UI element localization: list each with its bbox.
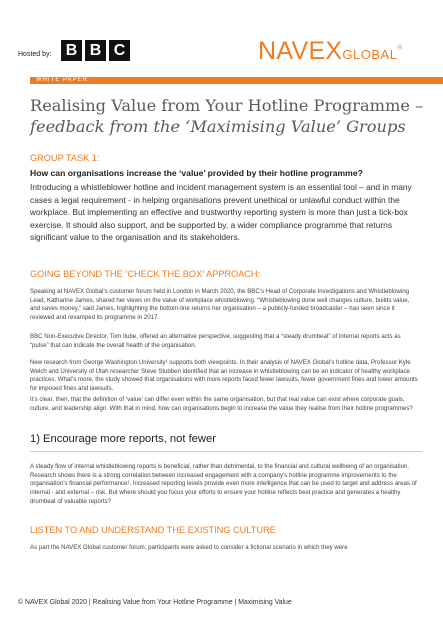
body-paragraph-3: New research from George Washington University¹ supports both viewpoints. In their analysis of NAVEX Global’s hotline data, Professor Kyle Welch and University of Utah researcher Steve Stubben identified that an increase in whistleblowing can be an indicator of healthy workplace practices. What’s more, the study showed that organisations with more reports faced fewer lawsuits, fewer government fines and lower amounts for imposed fines and lawsuits. <box>30 359 418 393</box>
navex-global-logo <box>258 37 402 66</box>
bbc-logo-letter-2: B <box>85 40 106 61</box>
question-heading: How can organisations increase the ‘value’ provided by their hotline programme? <box>30 168 363 178</box>
body-paragraph-1: Speaking at NAVEX Global’s customer forum held in London in March 2020, the BBC’s Head of Corporate Investigations and Whistleblowing Lead, Katharine James, shared her views on the value of workplace whistleblowing. “Whistleblowing done well changes culture, builds value, and saves money,” said James, highlighting the bottom-line returns her organisation – a publicly-funded broadcaster – has seen since it reviewed and revamped its programme in 2017. <box>30 288 410 322</box>
document-title <box>30 95 430 137</box>
white-paper-bar <box>30 77 443 84</box>
page-header <box>0 0 443 75</box>
body-paragraph-2: BBC Non-Executive Director, Tom Ilube, offered an alternative perspective, suggesting that a “steady drumbeat” of internal reports acts as “pulse” that can indicate the overall health of the organisation. <box>30 333 401 349</box>
navex-logo-reg: ® <box>397 45 403 52</box>
group-task-heading: GROUP TASK 1: <box>30 153 100 163</box>
white-paper-label: WHITE PAPER <box>36 77 88 83</box>
page-footer: © NAVEX Global 2020 | Realising Value from Your Hotline Programme | Maximising Value <box>18 599 292 606</box>
title-line-2: feedback from the ‘Maximising Value’ Groups <box>30 117 406 136</box>
section-1-paragraph: A steady flow of internal whistleblowing reports is beneficial, rather than detrimental, to the financial and cultural wellbeing of an organisation. Research shows there is a strong correlation between increased engagement with a company’s hotline programme improvements to the organisation’s financial performance¹. Increased reporting levels provide even more intelligence that can be used to target and address areas of internal - and external – risk. But where should you focus your efforts to ensure your hotline reflects best practice and generates a healthy drumbeat of valuable reports? <box>30 463 417 505</box>
bbc-logo <box>61 40 130 61</box>
navex-logo-main: NAVEX <box>258 37 343 65</box>
navex-logo-sub: GLOBAL <box>342 47 398 62</box>
bbc-logo-letter-1: B <box>61 40 82 61</box>
listen-heading: LISTEN TO AND UNDERSTAND THE EXISTING CULTURE <box>30 525 276 535</box>
title-line-1: Realising Value from Your Hotline Programme – <box>30 96 424 115</box>
hosted-by-label: Hosted by: <box>18 51 52 58</box>
going-beyond-heading: GOING BEYOND THE ‘CHECK THE BOX’ APPROACH: <box>30 269 261 279</box>
body-paragraph-4: It’s clear, then, that the definition of ‘value’ can differ even within the same organisation, but that real value can exist where corporate goals, culture, and leadership align. With that in mind, how can organisations begin to increase the value they realise from their hotline programmes? <box>30 396 413 412</box>
section-divider <box>30 451 422 452</box>
section-1-heading: 1) Encourage more reports, not fewer <box>30 433 216 445</box>
bbc-logo-letter-3: C <box>109 40 130 61</box>
listen-paragraph: As part the NAVEX Global customer forum, participants were asked to consider a fictional scenario in which they were <box>30 544 348 551</box>
intro-paragraph: Introducing a whistleblower hotline and incident management system is an essential tool – and in many cases a legal requirement - in helping organisations prevent unethical or unlawful conduct within the workplace. But implementing an effective and trustworthy reporting system is more than just a tick-box exercise. It should also support, and be supported by, a wider compliance programme that returns significant value to the organisation and its stakeholders. <box>30 182 412 243</box>
